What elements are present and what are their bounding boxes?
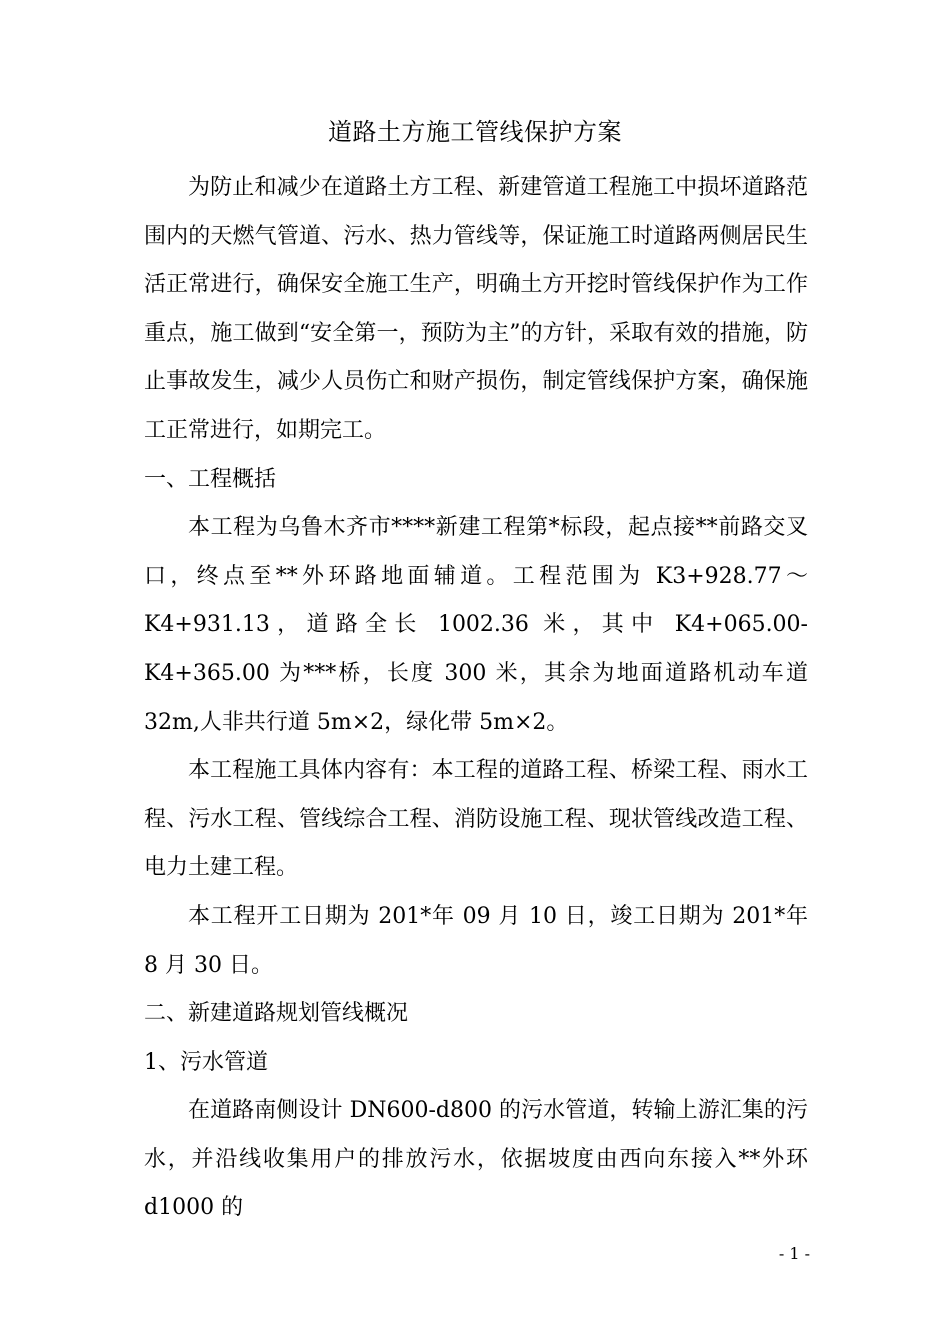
- document-body: [144, 164, 808, 1233]
- construction-content-paragraph: 本工程施工具体内容有：本工程的道路工程、桥梁工程、雨水工程、污水工程、管线综合工程、消防设施工程、现状管线改造工程、电力土建工程。: [144, 758, 808, 881]
- subsection-heading-sewage: 1、污水管道: [144, 1049, 268, 1075]
- document-title: 道路土方施工管线保护方案: [328, 118, 622, 146]
- intro-paragraph: 为防止和减少在道路土方工程、新建管道工程施工中损坏道路范围内的天燃气管道、污水、热力管线等，保证施工时道路两侧居民生活正常进行，确保安全施工生产，明确土方开挖时管线保护作为工作重点，施工做到“安全第一，预防为主”的方针，采取有效的措施，防止事故发生，减少人员伤亡和财产损伤，制定管线保护方案，确保施工正常进行，如期完工。: [144, 175, 808, 443]
- project-scope-paragraph: 本工程为乌鲁木齐市****新建工程第*标段，起点接**前路交叉口，终点至**外环路地面辅道。工程范围为 K3+928.77～K4+931.13，道路全长 1002.36 米，其中 K4+065.00-K4+365.00 为***桥，长度 300 米，其余为地面道路机动车道 32m,人非共行道 5m×2，绿化带 5m×2。: [144, 515, 808, 735]
- sewage-paragraph: 在道路南侧设计 DN600-d800 的污水管道，转输上游汇集的污水，并沿线收集用户的排放污水，依据坡度由西向东接入**外环 d1000 的: [144, 1098, 808, 1221]
- page-number: - 1 -: [778, 1244, 810, 1263]
- section-heading-project-overview: 一、工程概括: [144, 466, 277, 492]
- section-heading-pipeline-overview: 二、新建道路规划管线概况: [144, 1001, 409, 1027]
- schedule-paragraph: 本工程开工日期为 201*年 09 月 10 日，竣工日期为 201*年 8 月 30 日。: [144, 903, 808, 978]
